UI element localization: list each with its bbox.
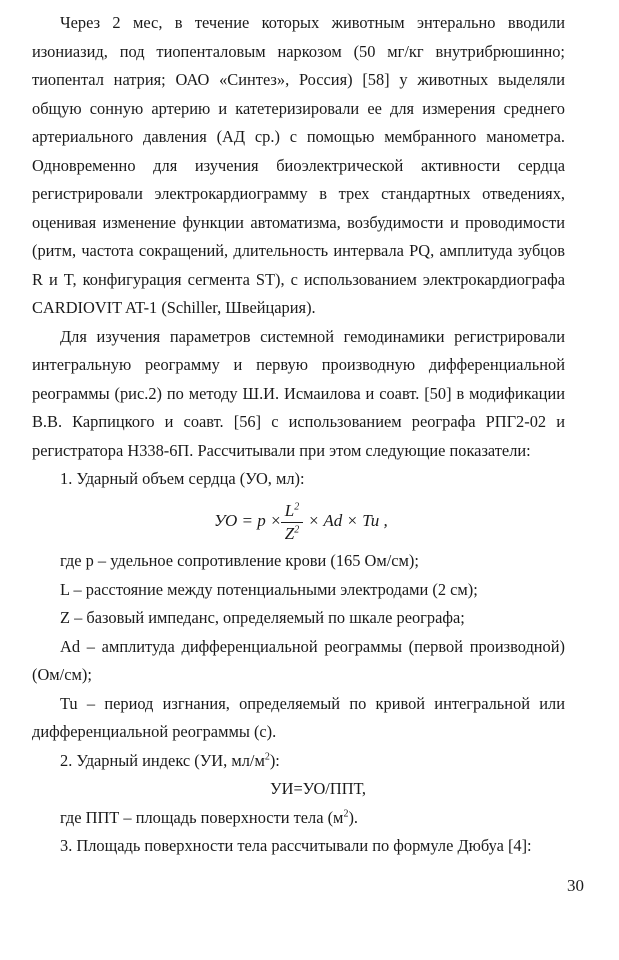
stroke-volume-formula <box>200 500 440 558</box>
superscript: 2 <box>343 808 349 820</box>
text-line <box>60 808 565 828</box>
text-line: интегральную реограмму и первую производную дифференциальной <box>32 355 565 374</box>
formula-rhs: × Ad × Tu , <box>308 511 388 530</box>
text-line: В.В. Карпицкого и соавт. [56] с использованием реографа РПГ2-02 и <box>32 412 565 431</box>
text-line: Через 2 мес, в течение которых животным энтерально вводили <box>60 13 565 32</box>
text-line: L – расстояние между потенциальными электродами (2 см); <box>60 580 478 599</box>
formula-numerator: L <box>284 501 295 520</box>
text-line <box>60 751 565 771</box>
text-line: (Ом/см); <box>32 665 92 684</box>
text-line: CARDIOVIT AT-1 (Schiller, Швейцария). <box>32 298 316 317</box>
text-line: артериального давления (АД ср.) с помощью мембранного манометра. <box>32 127 565 146</box>
formula-exponent: 2 <box>294 524 300 536</box>
text-span: ). <box>348 808 358 827</box>
text-line: (ритм, частота сокращений, длительность интервала PQ, амплитуда зубцов <box>32 241 565 260</box>
text-span: где ППТ – площадь поверхности тела (м <box>60 808 344 827</box>
text-line: регистрировали электрокардиограмму в трех стандартных отведениях, <box>32 184 565 203</box>
text-line: 1. Ударный объем сердца (УО, мл): <box>60 469 305 488</box>
text-line: Tu – период изгнания, определяемый по кривой интегральной или <box>60 694 565 713</box>
text-line: реограммы (рис.2) по методу Ш.И. Исмаилова и соавт. [50] в модификации <box>32 384 565 403</box>
text-line: Одновременно для изучения биоэлектрической активности сердца <box>32 156 565 175</box>
text-line: Z – базовый импеданс, определяемый по шкале реографа; <box>60 608 465 627</box>
text-line: регистратора Н338-6П. Рассчитывали при этом следующие показатели: <box>32 441 531 460</box>
formula-denominator: Z <box>284 524 295 543</box>
formula-exponent: 2 <box>294 501 300 513</box>
text-line: дифференциальной реограммы (с). <box>32 722 277 741</box>
text-line: общую сонную артерию и катетеризировали ее для измерения среднего <box>32 99 565 118</box>
text-span: ): <box>269 751 280 770</box>
formula-lhs: УО = p × <box>214 511 282 530</box>
formula-fraction <box>280 500 304 545</box>
text-line: оценивая изменение функции автоматизма, возбудимости и проводимости <box>32 213 565 232</box>
text-line: Ad – амплитуда дифференциальной реограммы (первой производной) <box>60 637 565 656</box>
text-line: тиопентал натрия; ОАО «Синтез», Россия) [58] у животных выделяли <box>32 70 565 89</box>
superscript: 2 <box>264 751 270 763</box>
text-line: 3. Площадь поверхности тела рассчитывали по формуле Дюбуа [4]: <box>60 836 532 855</box>
text-line: изониазид, под тиопенталовым наркозом (50 мг/кг внутрибрюшинно; <box>32 42 565 61</box>
text-line: Для изучения параметров системной гемодинамики регистрировали <box>60 327 565 346</box>
text-line: где p – удельное сопротивление крови (165 Ом/см); <box>60 551 419 570</box>
text-line: R и T, конфигурация сегмента ST), с использованием электрокардиографа <box>32 270 565 289</box>
text-span: 2. Ударный индекс (УИ, мл/м <box>60 751 265 770</box>
index-formula: УИ=УО/ППТ, <box>270 779 367 798</box>
page-number: 30 <box>567 876 584 895</box>
